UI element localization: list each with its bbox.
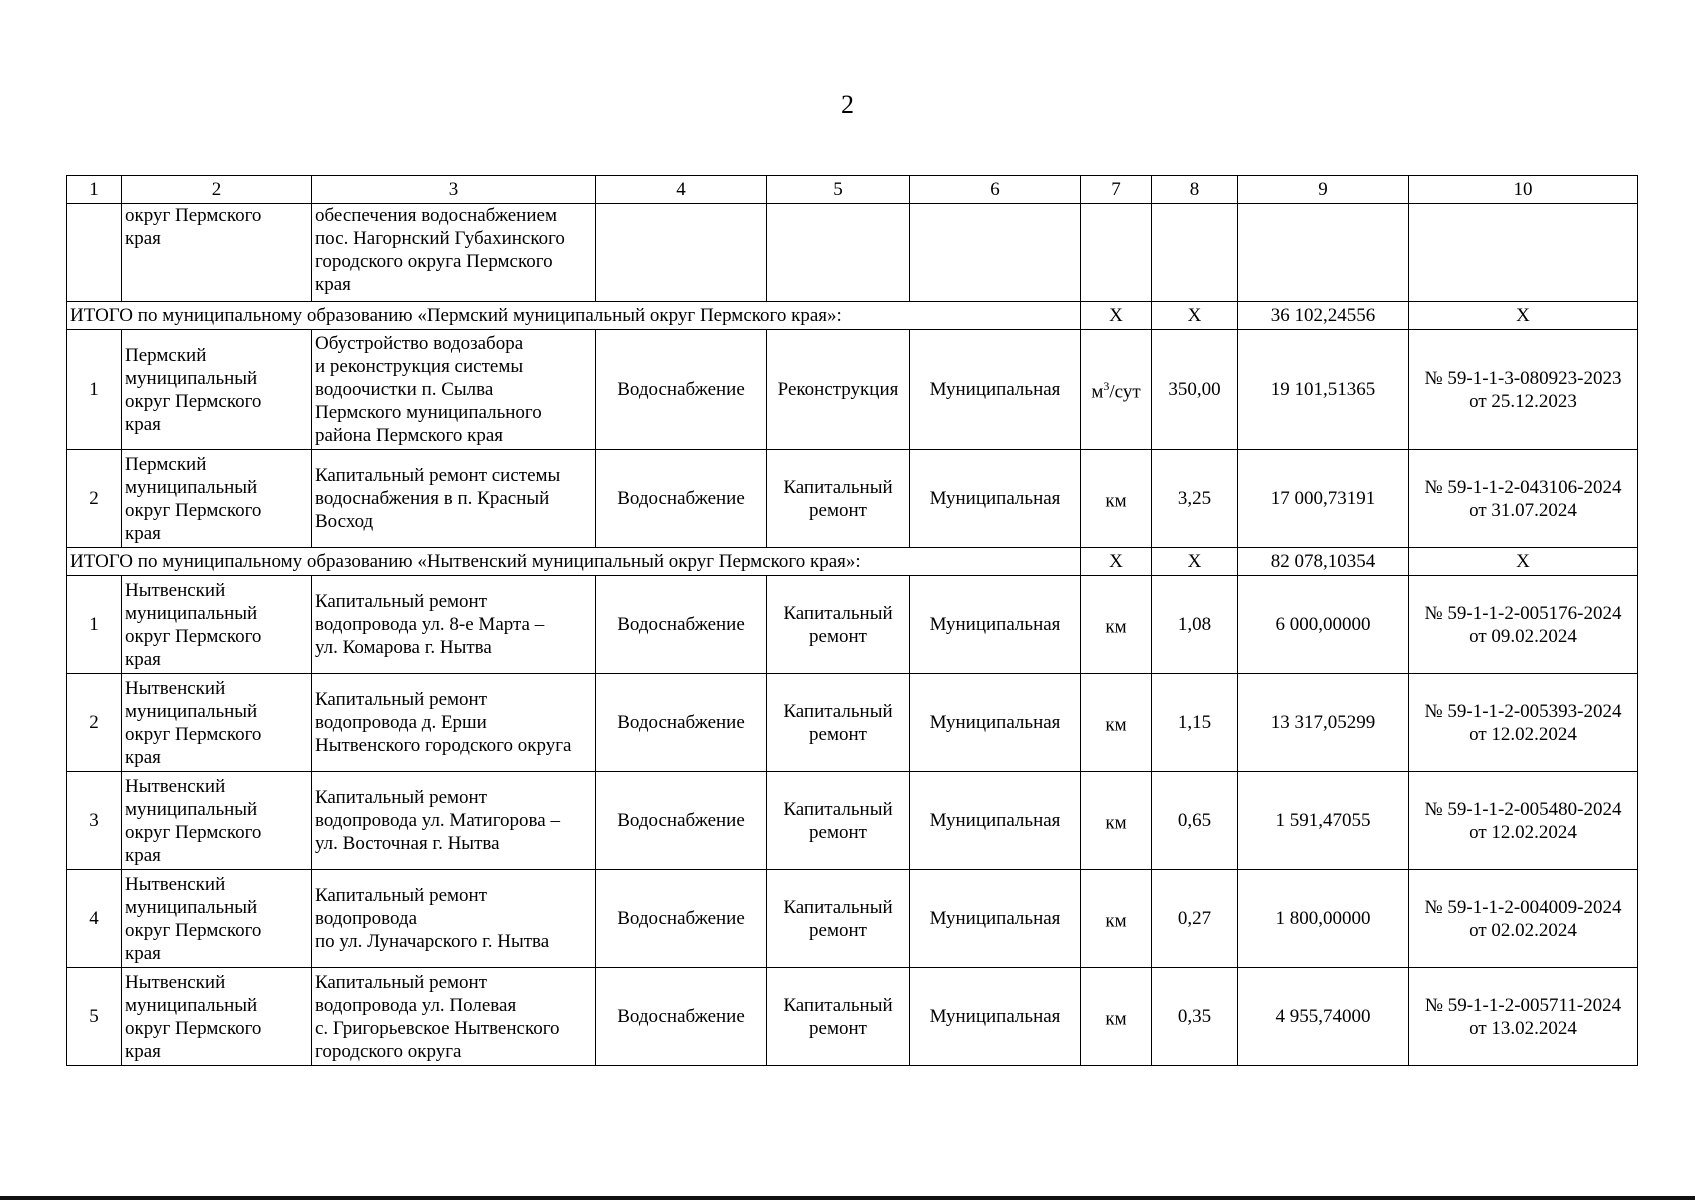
- header-cell: 4: [596, 176, 767, 204]
- capacity-cell: 1,15: [1152, 674, 1238, 772]
- header-cell: 7: [1081, 176, 1152, 204]
- capacity-cell: 3,25: [1152, 450, 1238, 548]
- conclusion-cell: № 59-1-1-2-004009-2024 от 02.02.2024: [1409, 870, 1638, 968]
- capacity-cell: 0,35: [1152, 968, 1238, 1066]
- header-row: [67, 176, 1638, 204]
- municipality-cell: Нытвенский муниципальный округ Пермского края: [122, 674, 312, 772]
- header-cell: 1: [67, 176, 122, 204]
- capacity-cell: 0,27: [1152, 870, 1238, 968]
- total-amount: 82 078,10354: [1238, 548, 1409, 576]
- continuation-row: [67, 204, 1638, 302]
- municipality-cell: Нытвенский муниципальный округ Пермского края: [122, 870, 312, 968]
- table-row: [67, 772, 1638, 870]
- total-amount: 36 102,24556: [1238, 302, 1409, 330]
- conclusion-cell: № 59-1-1-2-043106-2024 от 31.07.2024: [1409, 450, 1638, 548]
- total-capacity: Х: [1152, 302, 1238, 330]
- municipality-cell: округ Пермского края: [122, 204, 312, 302]
- total-capacity: Х: [1152, 548, 1238, 576]
- num-cell: 1: [67, 330, 122, 450]
- ownership-cell: Муниципальная: [910, 870, 1081, 968]
- object-cell: Капитальный ремонт водопровода по ул. Луначарского г. Нытва: [312, 870, 596, 968]
- sector-cell: Водоснабжение: [596, 450, 767, 548]
- total-conclusion: Х: [1409, 548, 1638, 576]
- conclusion-cell: № 59-1-1-2-005176-2024 от 09.02.2024: [1409, 576, 1638, 674]
- municipality-cell: Нытвенский муниципальный округ Пермского края: [122, 772, 312, 870]
- object-cell: Обустройство водозабора и реконструкция системы водоочистки п. Сылва Пермского муниципального района Пермского края: [312, 330, 596, 450]
- sector-cell: Водоснабжение: [596, 870, 767, 968]
- conclusion-cell: № 59-1-1-3-080923-2023 от 25.12.2023: [1409, 330, 1638, 450]
- work-type-cell: Капитальный ремонт: [767, 450, 910, 548]
- work-type-cell: Капитальный ремонт: [767, 674, 910, 772]
- unit-base: км: [1105, 812, 1127, 834]
- header-cell: 5: [767, 176, 910, 204]
- unit-base: км: [1105, 616, 1127, 638]
- work-type-cell: Капитальный ремонт: [767, 576, 910, 674]
- unit-suffix: /сут: [1109, 381, 1141, 403]
- capacity-cell: [1152, 204, 1238, 302]
- sector-cell: Водоснабжение: [596, 772, 767, 870]
- conclusion-cell: [1409, 204, 1638, 302]
- capacity-cell: 0,65: [1152, 772, 1238, 870]
- unit-cell: [1081, 870, 1152, 968]
- unit-base: км: [1105, 910, 1127, 932]
- work-type-cell: [767, 204, 910, 302]
- header-cell: 8: [1152, 176, 1238, 204]
- header-cell: 3: [312, 176, 596, 204]
- ownership-cell: Муниципальная: [910, 576, 1081, 674]
- total-unit: Х: [1081, 302, 1152, 330]
- total-label: ИТОГО по муниципальному образованию «Нытвенский муниципальный округ Пермского края»:: [67, 548, 1081, 576]
- ownership-cell: Муниципальная: [910, 674, 1081, 772]
- unit-base: м: [1091, 381, 1104, 403]
- num-cell: 5: [67, 968, 122, 1066]
- table-row: [67, 968, 1638, 1066]
- table-row: [67, 576, 1638, 674]
- conclusion-cell: № 59-1-1-2-005711-2024 от 13.02.2024: [1409, 968, 1638, 1066]
- header-cell: 2: [122, 176, 312, 204]
- work-type-cell: Капитальный ремонт: [767, 772, 910, 870]
- num-cell: 1: [67, 576, 122, 674]
- amount-cell: 6 000,00000: [1238, 576, 1409, 674]
- table-row: [67, 674, 1638, 772]
- projects-table: [66, 175, 1638, 1066]
- ownership-cell: Муниципальная: [910, 330, 1081, 450]
- unit-cell: [1081, 576, 1152, 674]
- unit-base: км: [1105, 1008, 1127, 1030]
- sector-cell: Водоснабжение: [596, 968, 767, 1066]
- unit-base: км: [1105, 490, 1127, 512]
- num-cell: 4: [67, 870, 122, 968]
- municipality-cell: Пермский муниципальный округ Пермского края: [122, 450, 312, 548]
- object-cell: Капитальный ремонт водопровода ул. Полевая с. Григорьевское Нытвенского городского округа: [312, 968, 596, 1066]
- object-cell: обеспечения водоснабжением пос. Нагорнский Губахинского городского округа Пермского края: [312, 204, 596, 302]
- num-cell: [67, 204, 122, 302]
- total-label: ИТОГО по муниципальному образованию «Пермский муниципальный округ Пермского края»:: [67, 302, 1081, 330]
- unit-superscript: 3: [1103, 379, 1110, 394]
- amount-cell: 1 591,47055: [1238, 772, 1409, 870]
- num-cell: 2: [67, 674, 122, 772]
- header-cell: 10: [1409, 176, 1638, 204]
- header-cell: 6: [910, 176, 1081, 204]
- object-cell: Капитальный ремонт системы водоснабжения в п. Красный Восход: [312, 450, 596, 548]
- amount-cell: 13 317,05299: [1238, 674, 1409, 772]
- conclusion-cell: № 59-1-1-2-005393-2024 от 12.02.2024: [1409, 674, 1638, 772]
- object-cell: Капитальный ремонт водопровода ул. Матигорова – ул. Восточная г. Нытва: [312, 772, 596, 870]
- unit-base: км: [1105, 714, 1127, 736]
- header-cell: 9: [1238, 176, 1409, 204]
- ownership-cell: Муниципальная: [910, 450, 1081, 548]
- object-cell: Капитальный ремонт водопровода д. Ерши Нытвенского городского округа: [312, 674, 596, 772]
- unit-cell: [1081, 450, 1152, 548]
- unit-cell: [1081, 674, 1152, 772]
- page-number: 2: [841, 90, 854, 119]
- unit-cell: [1081, 772, 1152, 870]
- total-unit: Х: [1081, 548, 1152, 576]
- unit-cell: [1081, 968, 1152, 1066]
- sector-cell: Водоснабжение: [596, 674, 767, 772]
- total-row: [67, 302, 1638, 330]
- capacity-cell: 1,08: [1152, 576, 1238, 674]
- table-row: [67, 330, 1638, 450]
- num-cell: 2: [67, 450, 122, 548]
- capacity-cell: 350,00: [1152, 330, 1238, 450]
- amount-cell: 1 800,00000: [1238, 870, 1409, 968]
- municipality-cell: Пермский муниципальный округ Пермского края: [122, 330, 312, 450]
- total-conclusion: Х: [1409, 302, 1638, 330]
- total-row: [67, 548, 1638, 576]
- conclusion-cell: № 59-1-1-2-005480-2024 от 12.02.2024: [1409, 772, 1638, 870]
- ownership-cell: Муниципальная: [910, 772, 1081, 870]
- table-row: [67, 450, 1638, 548]
- scan-edge: [0, 1196, 1695, 1200]
- table-row: [67, 870, 1638, 968]
- work-type-cell: Капитальный ремонт: [767, 968, 910, 1066]
- sector-cell: Водоснабжение: [596, 330, 767, 450]
- work-type-cell: Реконструкция: [767, 330, 910, 450]
- amount-cell: [1238, 204, 1409, 302]
- sector-cell: [596, 204, 767, 302]
- num-cell: 3: [67, 772, 122, 870]
- municipality-cell: Нытвенский муниципальный округ Пермского края: [122, 968, 312, 1066]
- amount-cell: 4 955,74000: [1238, 968, 1409, 1066]
- table-body: [67, 176, 1638, 1066]
- object-cell: Капитальный ремонт водопровода ул. 8-е Марта – ул. Комарова г. Нытва: [312, 576, 596, 674]
- ownership-cell: Муниципальная: [910, 968, 1081, 1066]
- amount-cell: 17 000,73191: [1238, 450, 1409, 548]
- amount-cell: 19 101,51365: [1238, 330, 1409, 450]
- ownership-cell: [910, 204, 1081, 302]
- municipality-cell: Нытвенский муниципальный округ Пермского края: [122, 576, 312, 674]
- work-type-cell: Капитальный ремонт: [767, 870, 910, 968]
- sector-cell: Водоснабжение: [596, 576, 767, 674]
- unit-cell: [1081, 330, 1152, 450]
- unit-cell: [1081, 204, 1152, 302]
